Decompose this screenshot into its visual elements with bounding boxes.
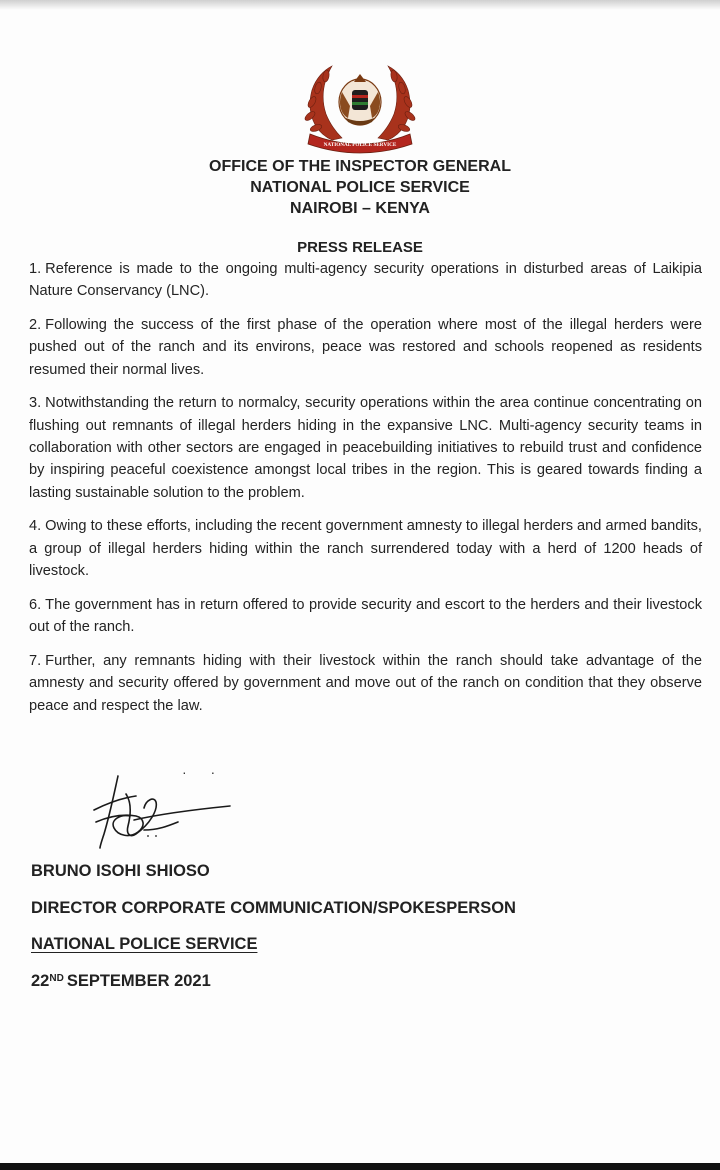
signatory-organization: NATIONAL POLICE SERVICE <box>31 935 258 953</box>
paragraph-number: 4. <box>29 518 42 535</box>
header-location: NAIROBI – KENYA <box>290 200 430 217</box>
signature-marks: · · <box>182 764 226 780</box>
letterhead <box>0 156 720 219</box>
paragraph <box>29 515 702 582</box>
paragraph <box>29 392 702 503</box>
scan-top-shadow <box>0 0 720 10</box>
date-suffix: ND <box>49 972 64 984</box>
press-release-title: PRESS RELEASE <box>297 239 423 256</box>
paragraph <box>29 314 702 381</box>
paragraph-number: 7. <box>29 652 42 669</box>
police-crest-logo <box>302 62 418 154</box>
paragraph-number: 6. <box>29 596 42 613</box>
paragraph <box>29 594 702 639</box>
paragraph-text: Notwithstanding the return to normalcy, security operations within the area continue concentrating on flushing out remnants of illegal herders hiding in the expansive LNC. Multi-agency security teams in collaboration with other sectors are engaged in peacebuilding initiatives to rebuild trust and confidence by inspiring peaceful coexistence amongst local tribes in the region. This is geared towards finding a lasting sustainable solution to the problem. <box>29 395 702 501</box>
paragraph <box>29 258 702 303</box>
signatory-block <box>31 862 516 1008</box>
release-date <box>31 972 516 1009</box>
paragraph-number: 1. <box>29 261 42 277</box>
signatory-name: BRUNO ISOHI SHIOSO <box>31 862 210 880</box>
header-office: OFFICE OF THE INSPECTOR GENERAL <box>209 158 511 175</box>
date-month-year: SEPTEMBER 2021 <box>66 971 211 990</box>
paragraph-number: 3. <box>29 395 42 412</box>
paragraph-number: 2. <box>29 317 42 334</box>
paragraph-text: Following the success of the first phase of the operation where most of the illegal herders were pushed out of the ranch and its environs, peace was restored and schools reopened as residents resumed their normal lives. <box>29 317 702 378</box>
paragraph-text: The government has in return offered to provide security and escort to the herders and their livestock out of the ranch. <box>29 596 702 636</box>
date-day: 22 <box>31 971 50 990</box>
press-release-body <box>29 258 702 728</box>
paragraph-text: Further, any remnants hiding with their livestock within the ranch should take advantage of the amnesty and security offered by government and move out of the ranch on condition that they observe peace and respect the law. <box>29 652 702 714</box>
screen-bottom-bar <box>0 1163 720 1170</box>
paragraph-text: Reference is made to the ongoing multi-agency security operations in disturbed areas of Laikipia Nature Conservancy (LNC). <box>29 261 702 300</box>
header-service: NATIONAL POLICE SERVICE <box>250 179 470 196</box>
signatory-title: DIRECTOR CORPORATE COMMUNICATION/SPOKESPERSON <box>31 898 516 917</box>
crest-motto: NATIONAL POLICE SERVICE <box>323 142 397 148</box>
paragraph-text: Owing to these efforts, including the recent government amnesty to illegal herders and armed bandits, a group of illegal herders hiding within the ranch surrendered today with a herd of 1200 heads of livestock. <box>29 518 702 580</box>
handwritten-signature <box>70 770 240 850</box>
paragraph <box>29 650 702 717</box>
